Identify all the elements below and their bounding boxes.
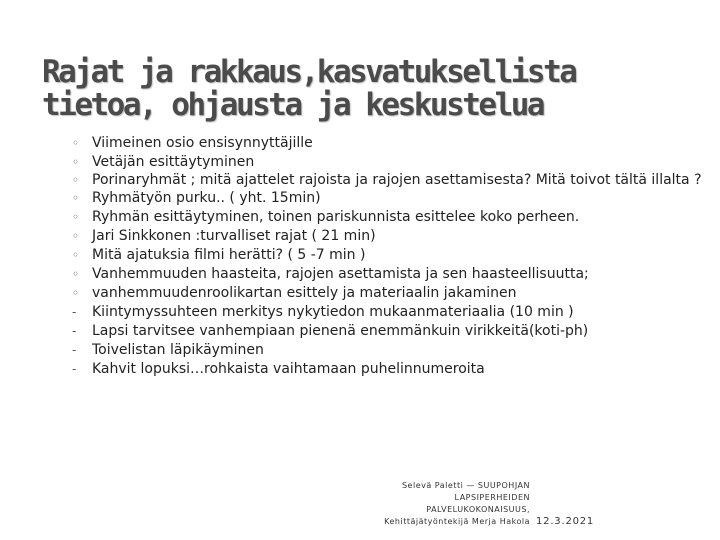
agenda-item	[72, 265, 702, 284]
agenda-item-text: Vetäjän esittäytyminen	[92, 154, 255, 170]
footer-line: LAPSIPERHEIDEN	[454, 493, 530, 502]
agenda-item-text: Porinaryhmät ; mitä ajattelet rajoista ja rajojen asettamisesta? Mitä toivot tältä illalta ?	[92, 172, 702, 188]
dash-bullet-icon	[72, 303, 86, 322]
agenda-item-text: Lapsi tarvitsee vanhempiaan pienenä enemmänkuin virikkeitä(koti-ph)	[92, 323, 589, 339]
agenda-item-text: Toivelistan läpikäyminen	[92, 342, 264, 358]
slide-title-line-2: tietoa, ohjausta ja keskustelua	[42, 87, 544, 123]
agenda-item	[72, 341, 702, 360]
agenda-item	[72, 303, 702, 322]
agenda-item	[72, 153, 702, 172]
circle-bullet-icon	[72, 208, 86, 227]
slide-title	[42, 56, 682, 122]
circle-bullet-icon	[72, 265, 86, 284]
agenda-list	[72, 134, 702, 379]
slide-footer	[340, 480, 530, 528]
circle-bullet-icon	[72, 189, 86, 208]
circle-bullet-icon	[72, 173, 86, 187]
dash-bullet-icon	[72, 322, 86, 341]
agenda-item	[72, 360, 702, 379]
agenda-item	[72, 322, 702, 341]
agenda-item-text: Ryhmän esittäytyminen, toinen pariskunnista esittelee koko perheen.	[92, 209, 580, 225]
agenda-item	[72, 246, 702, 265]
agenda-item	[72, 208, 702, 227]
agenda-item-text: Kahvit lopuksi…rohkaista vaihtamaan puhelinnumeroita	[92, 361, 485, 377]
circle-bullet-icon	[72, 227, 86, 246]
slide-title-line-1: Rajat ja rakkaus,kasvatuksellista	[42, 54, 576, 90]
agenda-item-text: Mitä ajatuksia filmi herätti? ( 5 -7 min )	[92, 247, 366, 263]
agenda-item	[72, 284, 702, 303]
agenda-item	[72, 134, 702, 153]
dash-bullet-icon	[72, 341, 86, 360]
agenda-item-text: Viimeinen osio ensisynnyttäjille	[92, 135, 313, 151]
agenda-item-text: Jari Sinkkonen :turvalliset rajat ( 21 min)	[92, 228, 376, 244]
footer-author: Kehittäjätyöntekijä Merja Hakola	[384, 517, 530, 526]
dash-bullet-icon	[72, 360, 86, 379]
agenda-item	[72, 173, 702, 187]
agenda-item	[72, 189, 702, 208]
circle-bullet-icon	[72, 153, 86, 172]
agenda-item-text: Ryhmätyön purku.. ( yht. 15min)	[92, 190, 321, 206]
footer-line: Selevä Paletti — SUUPOHJAN	[401, 481, 530, 490]
agenda-item-text: Vanhemmuuden haasteita, rajojen asettamista ja sen haasteellisuutta;	[92, 266, 589, 282]
circle-bullet-icon	[72, 246, 86, 265]
footer-line: PALVELUKOKONAISUUS,	[426, 505, 530, 514]
footer-date: 12.3.2021	[536, 516, 595, 527]
circle-bullet-icon	[72, 134, 86, 153]
agenda-item	[72, 227, 702, 246]
circle-bullet-icon	[72, 284, 86, 303]
agenda-item-text: vanhemmuudenroolikartan esittely ja materiaalin jakaminen	[92, 285, 517, 301]
agenda-item-text: Kiintymyssuhteen merkitys nykytiedon mukaanmateriaalia (10 min )	[92, 304, 574, 320]
